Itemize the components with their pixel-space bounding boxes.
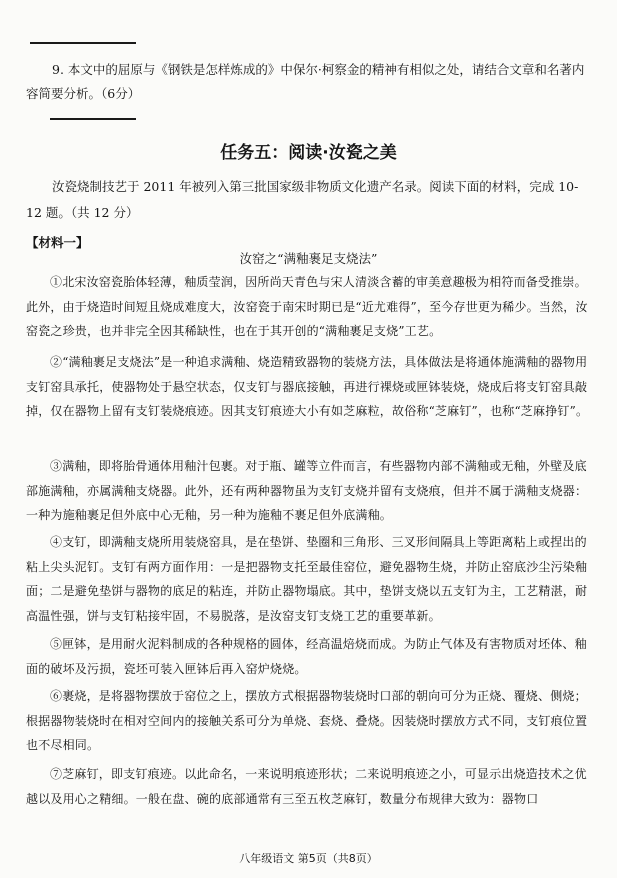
paragraph-6: ⑥裹烧，是将器物摆放于窑位之上，摆放方式根据器物装烧时口部的朝向可分为正烧、覆烧、侧烧；根据器物装烧时在相对空间内的接触关系可分为单烧、套烧、叠烧。因装烧时摆放方式不同，支钉痕位置也不尽相同。 [26,689,588,752]
page-footer: 八年级语文 第5页（共8页） [239,852,378,865]
paragraph-3: ③满釉，即将胎骨通体用釉汁包裹。对于瓶、罐等立件而言，有些器物内部不满釉或无釉，外壁及底部施满釉，亦属满釉支烧器。此外，还有两种器物虽为支钉支烧并留有支烧痕，但并不属于满釉支烧器：一种为施釉裹足但外底中心无釉，另一种为施釉不裹足但外底满釉。 [26,459,588,522]
task-title: 任务五：阅读·汝瓷之美 [220,143,397,163]
material-label: 【材料一】 [26,235,89,250]
question-9: 9. 本文中的屈原与《钢铁是怎样炼成的》中保尔·柯察金的精神有相似之处，请结合文章和名著内容简要分析。（6分） [26,62,585,101]
answer-line-bottom [50,118,136,120]
paragraph-4: ④支钉，即满釉支烧所用装烧窑具，是在垫饼、垫圈和三角形、三叉形间隔具上等距离粘上或捏出的粘上尖头泥钉。支钉有两方面作用：一是把器物支托至最佳窑位，避免器物生烧，并防止窑底沙尘污染釉面；二是避免垫饼与器物的底足的粘连，并防止器物塌底。其中，垫饼支烧以五支钉为主，工艺精湛，耐高温性强，饼与支钉粘接牢固，不易脱落，是汝窑支钉支烧工艺的重要革新。 [26,535,588,623]
material-title: 汝窑之“满釉裹足支烧法” [239,251,378,266]
answer-line-top [30,42,136,44]
paragraph-5: ⑤匣钵，是用耐火泥料制成的各种规格的圆体，经高温焙烧而成。为防止气体及有害物质对坯体、釉面的破坏及污损，瓷坯可装入匣钵后再入窑炉烧烧。 [26,637,587,676]
paragraph-2: ②“满釉裹足支烧法”是一种追求满釉、烧造精致器物的装烧方法，具体做法是将通体施满釉的器物用支钉窑具承托，使器物处于悬空状态，仅支钉与器底接触，再进行裸烧或匣钵装烧，烧成后将支钉窑具敲掉，仅在器物上留有支钉装烧痕迹。因其支钉痕迹大小有如芝麻粒，故俗称“芝麻钉”，也称“芝麻挣钉”。 [26,355,589,418]
intro-text: 汝瓷烧制技艺于 2011 年被列入第三批国家级非物质文化遗产名录。阅读下面的材料，完成 10-12 题。（共 12 分） [26,179,579,220]
paragraph-7: ⑦芝麻钉，即支钉痕迹。以此命名，一来说明痕迹形状；二来说明痕迹之小，可显示出烧造技术之优越以及用心之精细。一般在盘、碗的底部通常有三至五枚芝麻钉，数量分布规律大致为：器物口 [26,767,587,806]
paragraph-1: ①北宋汝窑瓷胎体轻薄，釉质莹润，因所尚天青色与宋人清淡含蓄的审美意趣极为相符而备受推崇。此外，由于烧造时间短且烧成难度大，汝窑瓷于南宋时期已是“近尤难得”，至今存世更为稀少。当然，汝窑瓷之珍贵，也并非完全因其稀缺性，也在于其开创的“满釉裹足支烧”工艺。 [26,275,588,338]
